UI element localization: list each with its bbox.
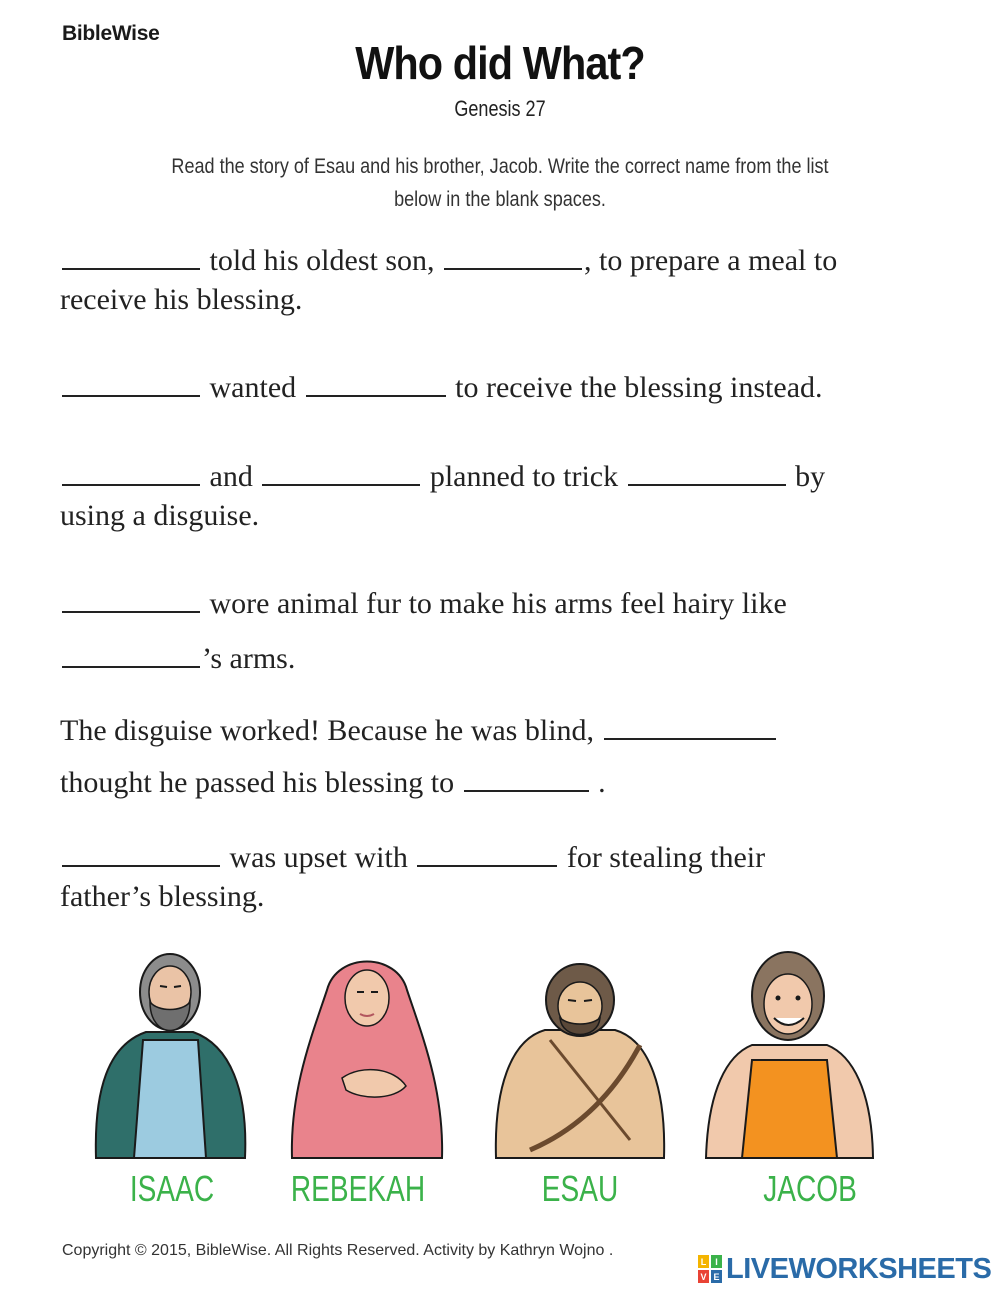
sentence-2 [60, 371, 980, 405]
icon-letter: I [715, 1257, 718, 1267]
liveworksheets-icon [698, 1255, 722, 1283]
blank-input[interactable] [62, 843, 220, 867]
sentence-text: wore animal fur to make his arms feel hairy like [209, 587, 787, 620]
rebekah-illustration [282, 940, 452, 1160]
liveworksheets-logo [698, 1252, 991, 1286]
sentence-4-cont [60, 642, 980, 676]
blank-input[interactable] [62, 589, 200, 613]
instructions-line-1: Read the story of Esau and his brother, Jacob. Write the correct name from the list [171, 155, 829, 178]
sentence-text: wanted [209, 371, 297, 404]
sentence-text: for stealing their [566, 841, 766, 874]
page-title: Who did What? [355, 37, 645, 89]
sentence-4 [60, 587, 980, 621]
sentence-text: thought he passed his blessing to [60, 766, 455, 799]
icon-letter: L [700, 1257, 707, 1267]
sentence-text: planned to trick [429, 460, 619, 493]
blank-input[interactable] [62, 644, 200, 668]
sentence-text: was upset with [229, 841, 408, 874]
blank-input[interactable] [628, 462, 786, 486]
blank-input[interactable] [62, 462, 200, 486]
blank-input[interactable] [444, 246, 582, 270]
sentence-1 [60, 244, 980, 278]
blank-input[interactable] [62, 373, 200, 397]
sentence-1-cont [60, 283, 980, 317]
copyright-notice: Copyright © 2015, BibleWise. All Rights Reserved. Activity by Kathryn Wojno . [62, 1242, 614, 1259]
sentence-text: . [598, 766, 606, 799]
name-label-rebekah: REBEKAH [290, 1168, 426, 1209]
sentence-5-cont [60, 766, 980, 800]
name-label-jacob: JACOB [763, 1168, 857, 1209]
sentence-text: by [795, 460, 826, 493]
sentence-text: The disguise worked! Because he was blind, [60, 714, 595, 747]
blank-input[interactable] [306, 373, 446, 397]
sentence-5 [60, 714, 980, 748]
icon-letter: V [700, 1272, 707, 1282]
name-label-isaac: ISAAC [129, 1168, 215, 1209]
sentence-text: and [209, 460, 253, 493]
sentence-3-cont [60, 499, 980, 533]
brand-logo: BibleWise [62, 22, 160, 45]
sentence-text: father’s blessing. [60, 880, 265, 913]
sentence-text: , to prepare a meal to [584, 244, 838, 277]
sentence-text: ’s arms. [202, 642, 296, 675]
blank-input[interactable] [417, 843, 557, 867]
esau-illustration [490, 940, 670, 1160]
sentence-text: to receive the blessing instead. [455, 371, 823, 404]
blank-input[interactable] [604, 716, 776, 740]
sentence-6-cont [60, 880, 980, 914]
blank-input[interactable] [464, 768, 589, 792]
sentence-6 [60, 841, 980, 875]
jacob-illustration [702, 940, 877, 1160]
blank-input[interactable] [62, 246, 200, 270]
sentence-text: receive his blessing. [60, 283, 303, 316]
isaac-illustration [88, 940, 253, 1160]
page-subtitle: Genesis 27 [454, 96, 546, 121]
blank-input[interactable] [262, 462, 420, 486]
icon-letter: E [713, 1272, 720, 1282]
sentence-text: using a disguise. [60, 499, 260, 532]
name-label-esau: ESAU [541, 1168, 619, 1209]
sentence-3 [60, 460, 980, 494]
instructions-line-2: below in the blank spaces. [394, 188, 606, 211]
liveworksheets-text: LIVEWORKSHEETS [726, 1252, 992, 1285]
sentence-text: told his oldest son, [209, 244, 435, 277]
instructions [165, 150, 836, 216]
